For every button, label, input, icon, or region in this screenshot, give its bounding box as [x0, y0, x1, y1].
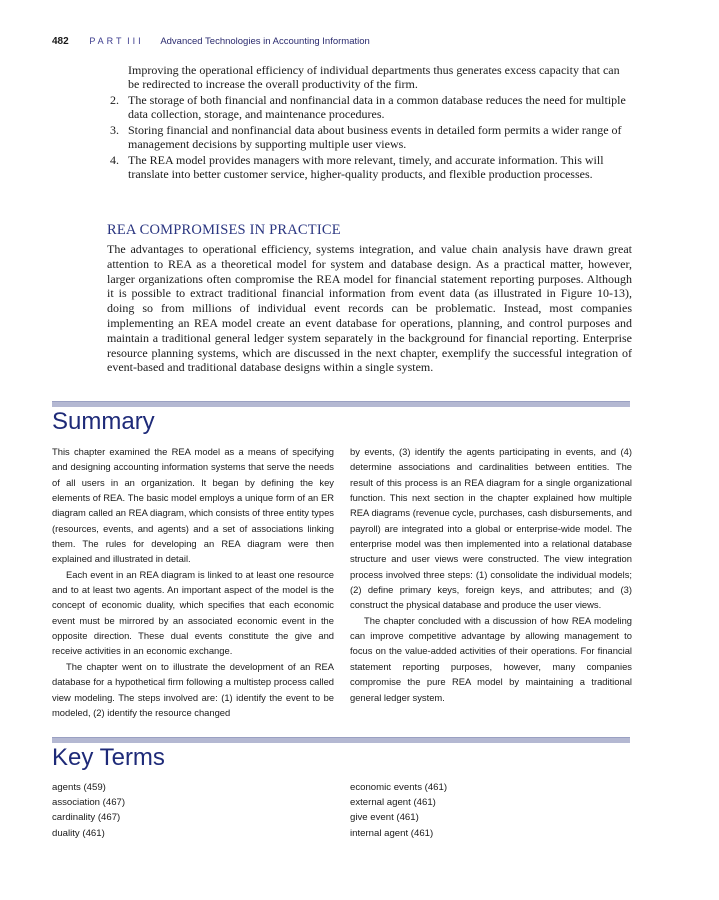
part-number: III [127, 36, 144, 46]
list-item-text: Improving the operational efficiency of individual departments thus generates excess capacity that can be redirected to increase the overall productivity of the firm. [128, 63, 620, 91]
list-item-number: 3. [110, 123, 119, 137]
list-item-number: 2. [110, 93, 119, 107]
running-header [52, 36, 679, 50]
summary-paragraph: Each event in an REA diagram is linked to at least one resource and to at least two agents. An important aspect of the model is the concept of economic duality, which specifies that each economic event must be mirrored by an associated economic event in the opposite direction. These dual events constitute the give and receive activities in an economic exchange. [52, 568, 334, 657]
key-term: internal agent (461) [350, 827, 434, 839]
key-term: duality (461) [52, 827, 105, 839]
summary-paragraph: The chapter concluded with a discussion of how REA modeling can improve competitive advantage by allowing management to focus on the value-added activities of their operations. For financial statement reporting purposes, however, many companies compromise the pure REA model by maintaining a traditional general ledger system. [350, 614, 632, 703]
key-term: external agent (461) [350, 797, 436, 809]
list-item [108, 93, 633, 121]
summary-paragraph: by events, (3) identify the agents participating in events, and (4) determine associations and cardinalities between entities. The result of this process is an REA diagram for a single organizational function. This next section in the chapter explained how multiple REA diagrams (revenue cycle, purchases, cash disbursements, and payroll) are integrated into a global or enterprise-wide model. The enterprise model was then implemented into a relational database structure and user views were constructed. The view integration process involved three steps: (1) consolidate the individual models; (2) define primary keys, foreign keys, and attributes; and (3) construct the physical database and produce the user views. [350, 446, 632, 611]
key-term: cardinality (467) [52, 812, 121, 824]
list-item-text: The REA model provides managers with more relevant, timely, and accurate information. This will translate into better customer service, higher-quality products, and flexible production processes. [128, 153, 604, 181]
rea-compromises-paragraph: The advantages to operational efficiency, systems integration, and value chain analysis have drawn great attention to REA as a theoretical model for system and database design. As a practical matter, however, larger organizations often compromise the REA model for financial statement reporting purposes. Although it is possible to extract traditional financial information from event data (as illustrated in Figure 10-13), doing so from millions of individual event records can be problematic. Instead, most companies implementing an REA model create an event database for operations, planning, and control purposes and maintain a traditional general ledger system separately in the background for financial reporting. Enterprise resource planning systems, which are discussed in the next chapter, exemplify the successful integration of event-based and traditional database designs within a single system. [107, 242, 632, 375]
list-item-number: 4. [110, 153, 119, 167]
key-terms-column-right [350, 780, 447, 841]
key-terms-divider [52, 737, 630, 743]
key-term: agents (459) [52, 782, 106, 793]
key-term: economic events (461) [350, 782, 448, 793]
part-label: PART [89, 36, 125, 46]
summary-paragraph: The chapter went on to illustrate the development of an REA database for a hypothetical firm following a multistep process called view modeling. The steps involved are: (1) identify the event to be modeled, (2) identify the resource changed [52, 660, 334, 718]
advantages-list [108, 63, 633, 183]
summary-column-right [350, 444, 632, 705]
page-number: 482 [52, 36, 69, 47]
part-title: Advanced Technologies in Accounting Information [160, 36, 370, 47]
list-item-continuation [108, 63, 633, 91]
summary-divider [52, 401, 630, 407]
rea-compromises-heading: REA COMPROMISES IN PRACTICE [107, 222, 341, 238]
list-item [108, 153, 633, 181]
summary-column-left [52, 444, 334, 720]
key-term: give event (461) [350, 812, 419, 824]
summary-title: Summary [52, 408, 155, 435]
list-item [108, 123, 633, 151]
list-item-text: Storing financial and nonfinancial data about business events in detailed form permits a wider range of management decisions by supporting multiple user views. [128, 123, 622, 151]
list-item-text: The storage of both financial and nonfinancial data in a common database reduces the need for multiple data collection, storage, and maintenance procedures. [128, 93, 626, 121]
key-terms-title: Key Terms [52, 744, 165, 771]
key-term: association (467) [52, 797, 126, 809]
key-terms-column-left [52, 780, 125, 841]
summary-paragraph: This chapter examined the REA model as a means of specifying and designing accounting information systems that serve the needs of all users in an organization. It began by defining the key elements of REA. The basic model employs a unique form of an ER diagram called an REA diagram, which consists of three entity types (resources, events, and agents) and a set of associations linking them. The rules for developing an REA diagram were then explained and illustrated in detail. [52, 446, 334, 565]
